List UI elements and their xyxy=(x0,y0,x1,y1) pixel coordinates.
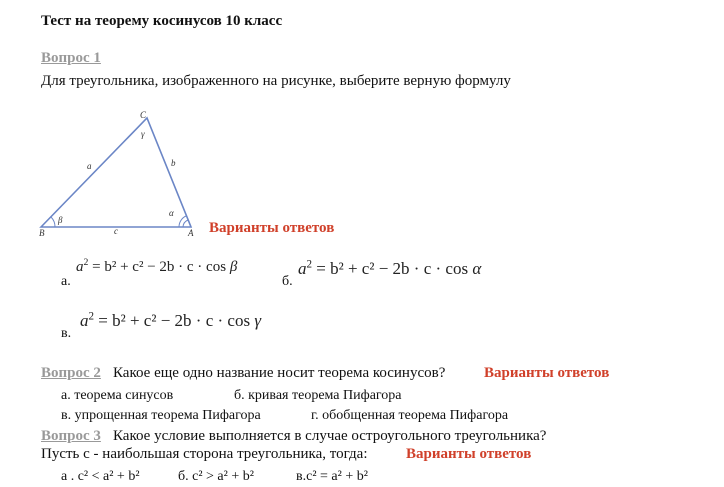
formula-c-lhs: a xyxy=(80,311,89,330)
vertex-label-b: B xyxy=(39,228,45,238)
formula-a-rhs: = b² + c² − 2b · c · cos xyxy=(92,259,227,275)
formula-b-rhs: = b² + c² − 2b · c · cos xyxy=(316,259,469,278)
angle-label-beta: β xyxy=(58,215,63,225)
page-title: Тест на теорему косинусов 10 класс xyxy=(41,13,283,29)
formula-a-lhs: a xyxy=(76,259,84,275)
question-2-answers-label: Варианты ответов xyxy=(484,365,610,381)
q2-option-d[interactable]: г. обобщенная теорема Пифагора xyxy=(311,408,509,423)
q2-option-c[interactable]: в. упрощенная теорема Пифагора xyxy=(61,408,261,423)
q3-option-c[interactable]: в.c² = a² + b² xyxy=(296,469,368,484)
formula-b-angle: α xyxy=(472,259,482,278)
question-3-text-2: Пусть с - наибольшая сторона треугольника, тогда: xyxy=(41,446,368,462)
question-1-label: Вопрос 1 xyxy=(41,50,101,66)
question-3-label: Вопрос 3 xyxy=(41,428,101,444)
angle-arc-b xyxy=(51,217,55,227)
option-a-marker[interactable]: а. xyxy=(61,274,71,289)
option-a-formula[interactable]: $a^2 = b^2 + c^2 - 2b \cdot c \cdot \cos \beta$ xyxy=(76,257,238,275)
question-1-text: Для треугольника, изображенного на рисунке, выберите верную формулу xyxy=(41,73,511,89)
question-3-text: Какое условие выполняется в случае остроугольного треугольника? xyxy=(113,428,547,444)
option-b-formula[interactable]: $a^2 = b^2 + c^2 - 2b \cdot c \cdot \cos \alpha$ xyxy=(298,258,482,278)
angle-arc-a-2 xyxy=(183,220,188,227)
option-c-marker[interactable]: в. xyxy=(61,326,72,341)
formula-c-angle: γ xyxy=(254,311,262,330)
option-b-marker[interactable]: б. xyxy=(282,274,293,289)
question-3-answers-label: Варианты ответов xyxy=(406,446,532,462)
formula-c-rhs: = b² + c² − 2b · c · cos xyxy=(98,311,251,330)
q2-option-a[interactable]: а. теорема синусов xyxy=(61,388,174,403)
question-2-text: Какое еще одно название носит теорема косинусов? xyxy=(113,365,446,381)
formula-b-lhs: a xyxy=(298,259,307,278)
formula-a-angle: β xyxy=(229,259,238,275)
q3-option-b[interactable]: б. c² > a² + b² xyxy=(178,469,254,484)
q3-option-a[interactable]: а . c² < a² + b² xyxy=(61,469,140,484)
angle-label-alpha: α xyxy=(169,208,174,218)
question-2-label: Вопрос 2 xyxy=(41,365,101,381)
side-label-c: c xyxy=(114,226,118,236)
question-1-answers-label: Варианты ответов xyxy=(209,220,335,236)
triangle-figure xyxy=(36,106,206,238)
q2-option-b[interactable]: б. кривая теорема Пифагора xyxy=(234,388,402,403)
vertex-label-c: C xyxy=(140,110,147,120)
vertex-label-a: A xyxy=(188,228,194,238)
side-label-b: b xyxy=(171,158,176,168)
side-label-a: a xyxy=(87,161,92,171)
option-c-formula[interactable]: $a^2 = b^2 + c^2 - 2b \cdot c \cdot \cos \gamma$ xyxy=(80,310,262,330)
angle-label-gamma: γ xyxy=(141,129,145,139)
